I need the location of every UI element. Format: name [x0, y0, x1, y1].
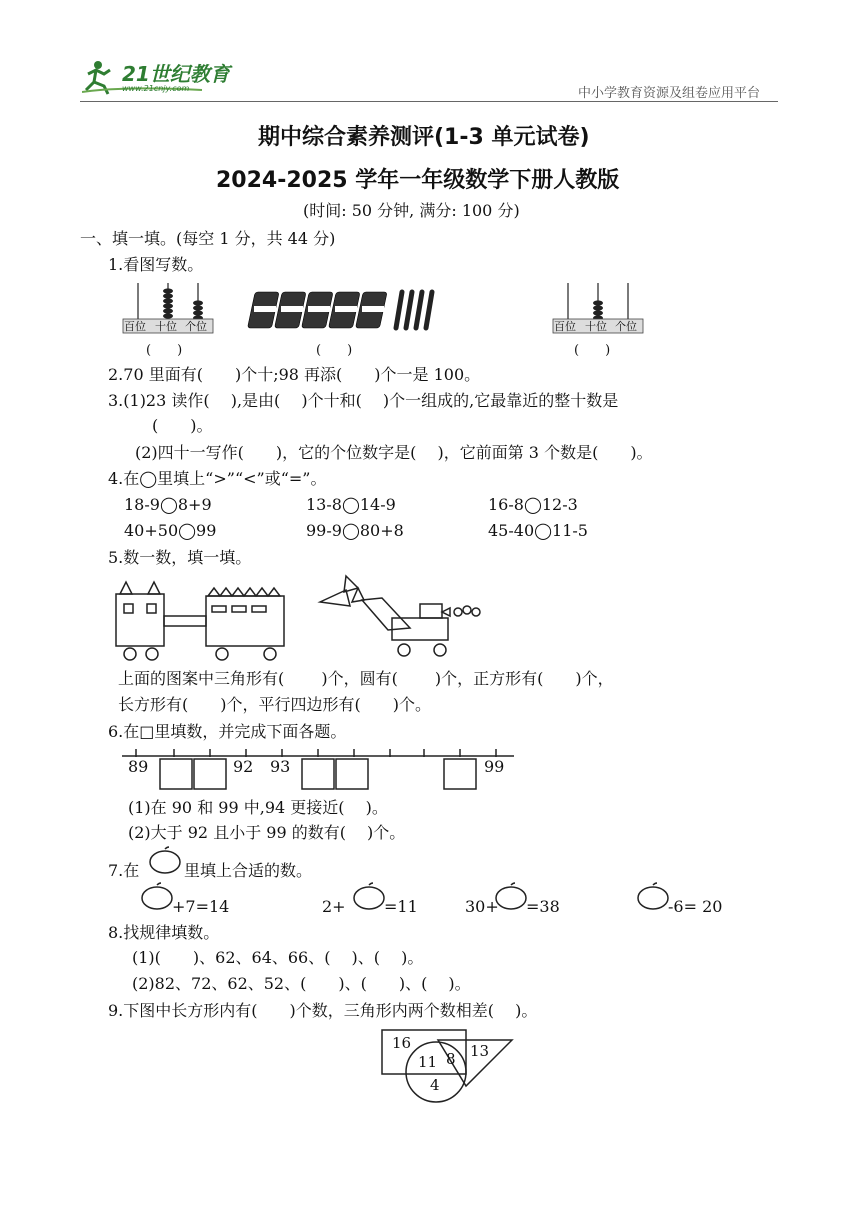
logo-url: www.21cnjy.com: [122, 84, 190, 93]
q7-eq3-pre: 30+: [465, 897, 499, 916]
q7-prompt-pre: 7.在: [108, 861, 140, 880]
q9-prompt: 9.下图中长方形内有( )个数，三角形内两个数相差( )。: [108, 1001, 538, 1020]
venn-number: 11: [418, 1053, 438, 1071]
q8-sub1: (1)( )、62、64、66、( )、( )。: [132, 948, 424, 967]
apple-icon[interactable]: [140, 882, 174, 912]
abacus-left-label-hundreds: 百位: [124, 320, 146, 333]
stick-bundles: [246, 288, 436, 332]
q5-prompt: 5.数一数，填一填。: [108, 548, 252, 567]
abacus-right-label-hundreds: 百位: [554, 320, 576, 333]
tick-label-89: 89: [128, 757, 149, 776]
q7-prompt-post: 里填上合适的数。: [184, 861, 313, 880]
exam-meta: (时间: 50 分钟, 满分: 100 分): [303, 201, 520, 220]
abacus-left-label-ones: 个位: [185, 320, 207, 333]
apple-icon: [148, 846, 182, 876]
tick-label-92: 92: [233, 757, 254, 776]
tick-label-93: 93: [270, 757, 291, 776]
q4-item-1[interactable]: 18-9◯8+9: [124, 495, 212, 514]
q3b-text: (2)四十一写作( )，它的个位数字是( )，它前面第 3 个数是( )。: [135, 443, 653, 462]
q6-sub1: (1)在 90 和 99 中,94 更接近( )。: [128, 798, 388, 817]
abacus-left-label-tens: 十位: [155, 320, 177, 333]
venn-number: 8: [446, 1050, 456, 1068]
platform-name: 中小学教育资源及组卷应用平台: [578, 86, 761, 101]
q7-eq2-post: =11: [384, 897, 418, 916]
page-title: 期中综合素养测评(1-3 单元试卷): [258, 125, 590, 150]
logo-text: 21世纪教育: [122, 62, 230, 86]
venn-number: 4: [430, 1076, 440, 1094]
q7-eq1: +7=14: [172, 897, 230, 916]
q4-item-2[interactable]: 13-8◯14-9: [306, 495, 396, 514]
q1-answer-2[interactable]: ( ): [316, 343, 353, 358]
q1-prompt: 1.看图写数。: [108, 255, 204, 274]
abacus-right-label-ones: 个位: [615, 320, 637, 333]
q7-eq2-pre: 2+: [322, 897, 346, 916]
q8-prompt: 8.找规律填数。: [108, 923, 220, 942]
q4-item-4[interactable]: 40+50◯99: [124, 521, 217, 540]
shapes-animal-figure: [316, 572, 486, 662]
q2-text: 2.70 里面有( )个十;98 再添( )个一是 100。: [108, 365, 481, 384]
q5-line1: 上面的图案中三角形有( )个，圆有( )个，正方形有( )个，: [118, 669, 614, 688]
q4-item-5[interactable]: 99-9◯80+8: [306, 521, 404, 540]
abacus-right-label-tens: 十位: [585, 320, 607, 333]
section-heading: 一、填一填。(每空 1 分，共 44 分): [80, 229, 336, 248]
q1-answer-3[interactable]: ( ): [574, 343, 611, 358]
number-line: [122, 745, 518, 793]
q5-line2: 长方形有( )个，平行四边形有( )个。: [118, 695, 431, 714]
q4-item-6[interactable]: 45-40◯11-5: [488, 521, 588, 540]
q7-eq4: -6= 20: [668, 897, 723, 916]
q6-prompt: 6.在□里填数，并完成下面各题。: [108, 722, 347, 741]
apple-icon[interactable]: [636, 882, 670, 912]
q7-eq3-post: =38: [526, 897, 560, 916]
shapes-train-figure: [112, 574, 302, 662]
apple-icon[interactable]: [494, 882, 528, 912]
header-rule: [80, 101, 778, 102]
q3a-continued: ( )。: [152, 416, 213, 435]
q3a-text: 3.(1)23 读作( ),是由( )个十和( )个一组成的,它最靠近的整十数是: [108, 391, 619, 410]
apple-icon[interactable]: [352, 882, 386, 912]
venn-number: 16: [392, 1034, 412, 1052]
page-subtitle: 2024-2025 学年一年级数学下册人教版: [216, 168, 620, 193]
venn-number: 13: [470, 1042, 490, 1060]
tick-label-99: 99: [484, 757, 505, 776]
q4-item-3[interactable]: 16-8◯12-3: [488, 495, 578, 514]
q4-prompt: 4.在◯里填上“>”“<”或“=”。: [108, 469, 327, 488]
q8-sub2: (2)82、72、62、52、( )、( )、( )。: [132, 974, 471, 993]
q1-answer-1[interactable]: ( ): [146, 343, 183, 358]
q6-sub2: (2)大于 92 且小于 99 的数有( )个。: [128, 823, 406, 842]
